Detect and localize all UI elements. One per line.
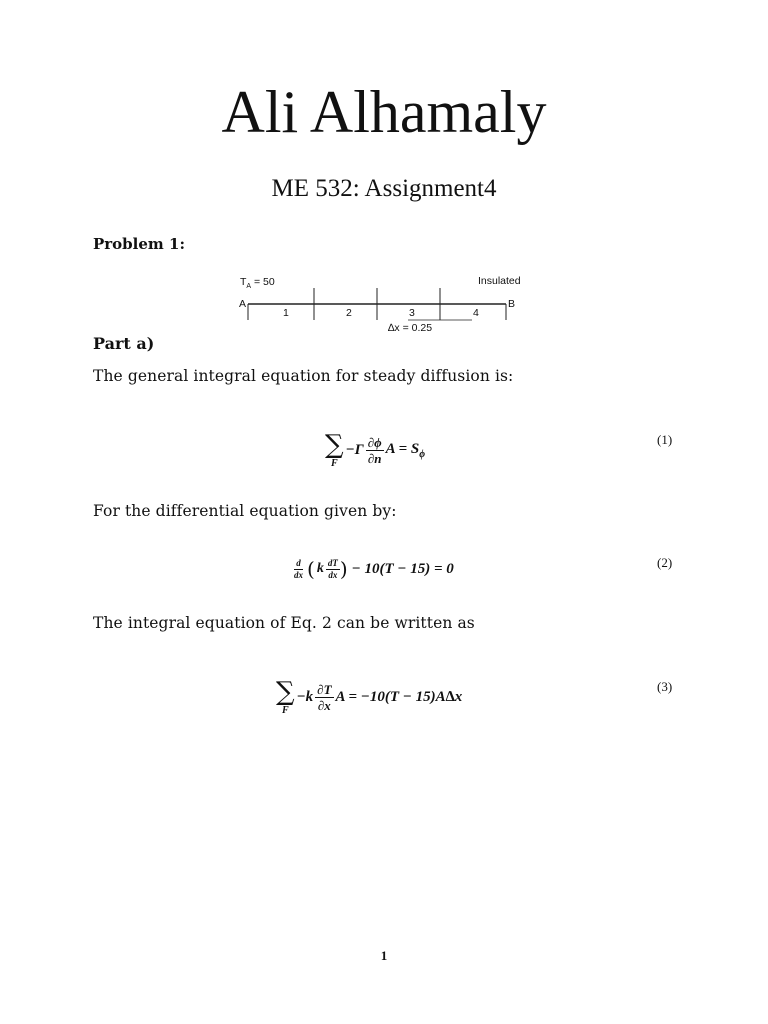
eq2-inner-denominator: dx [328,569,338,580]
equation-number: (2) [657,555,673,570]
cell-label: 4 [473,307,479,319]
problem-heading: Problem 1: [93,235,185,253]
sigma-symbol: ∑ [276,676,295,707]
eq2-outer-fraction [292,559,305,580]
summation [276,676,295,716]
point-b-label: B [508,298,516,310]
eq2-rest: − 10(T − 15) = 0 [351,560,454,577]
eq3-denominator: ∂x [317,697,331,713]
eq3-fraction [315,683,333,712]
cell-label: 3 [409,307,415,319]
open-paren: ( [307,557,315,581]
equation-2 [292,553,454,585]
author-name: Ali Alhamaly [221,79,547,145]
ta-label: $T_A = 50$ [240,276,275,291]
eq2-k: k [316,561,324,576]
summation [325,429,344,469]
insulated-label: Insulated [478,275,521,287]
domain-diagram [230,270,540,340]
equation-3 [276,672,462,722]
eq1-denominator: ∂n [367,450,382,466]
paragraph: For the differential equation given by: [93,502,397,520]
page-number: 1 [380,948,388,963]
eq1-coef: −Γ [345,441,364,458]
eq3-rest: A = −10(T − 15)A∆x [335,688,463,705]
cell-label: 1 [283,307,289,319]
sum-subscript: F [330,457,338,469]
cell-label: 2 [346,307,352,319]
dx-label: ∆x = 0.25 [388,322,433,334]
close-paren: ) [339,557,348,581]
paragraph: The integral equation of Eq. 2 can be written as [93,614,475,632]
assignment-title: ME 532: Assignment4 [271,175,497,202]
eq3-coef: −k [296,688,314,705]
paragraph: The general integral equation for steady diffusion is: [93,367,514,385]
eq3-numerator: ∂T [317,681,332,697]
eq1-fraction [366,436,384,465]
eq2-inner-numerator: dT [327,557,338,568]
point-a-label: A [239,298,247,310]
eq1-numerator: ∂ϕ [367,434,382,450]
equation-1 [325,425,425,475]
part-a-heading: Part a) [93,334,155,353]
sum-subscript: F [281,704,289,716]
eq2-inner-fraction [326,559,340,580]
equation-number: (1) [657,432,673,447]
eq2-outer-denominator: dx [294,569,303,580]
eq1-rest: $A = S_\phi$ [385,440,426,460]
eq2-outer-numerator: d [296,557,301,568]
sigma-symbol: ∑ [325,429,344,460]
equation-number: (3) [657,679,673,694]
